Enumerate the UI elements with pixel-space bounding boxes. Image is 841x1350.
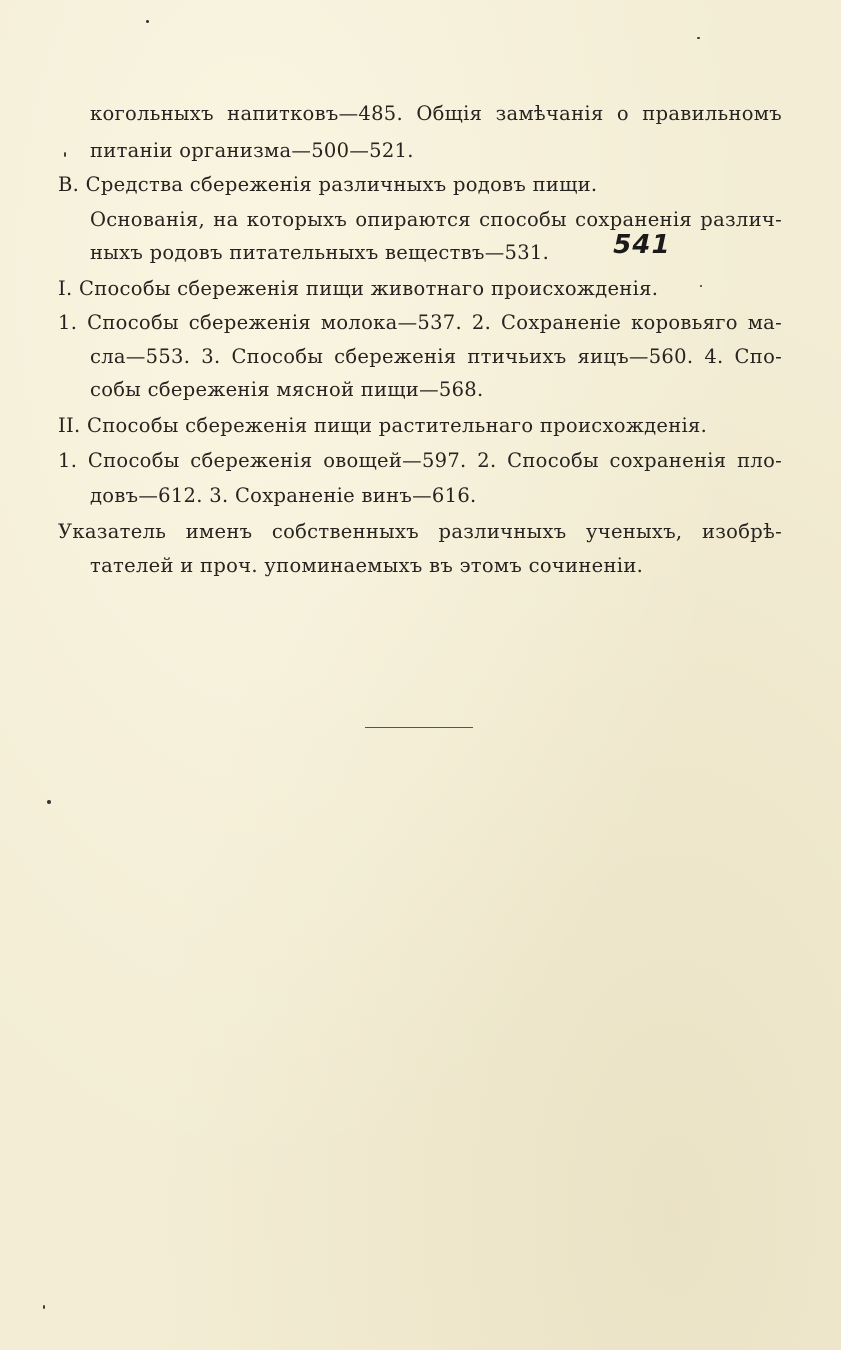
paper-speck [64, 152, 66, 157]
handwritten-page-number: 541 [609, 230, 674, 260]
text-line-14: тателей и проч. упоминаемыхъ въ этомъ сочиненіи. [90, 554, 644, 577]
paper-speck [700, 285, 702, 287]
text-line-7: 1. Способы сбереженія молока—537. 2. Сохраненіе коровьяго ма- [58, 311, 782, 334]
paper-speck [146, 20, 149, 23]
subsection-heading-i: I. Способы сбереженія пищи животнаго происхожденія. [58, 277, 659, 300]
text-line-11: 1. Способы сбереженія овощей—597. 2. Способы сохраненія пло- [58, 449, 782, 472]
subsection-heading-ii: II. Способы сбереженія пищи растительнаго происхожденія. [58, 414, 708, 437]
text-line-4: Основанія, на которыхъ опираются способы сохраненія различ- [90, 208, 782, 231]
paper-speck [697, 37, 700, 39]
paper-speck [43, 1305, 45, 1309]
text-line-8: сла—553. 3. Способы сбереженія птичьихъ яицъ—560. 4. Спо- [90, 345, 782, 368]
text-line-1: когольныхъ напитковъ—485. Общія замѣчанія о правильномъ [90, 102, 782, 125]
text-line-9: собы сбереженія мясной пищи—568. [90, 378, 484, 401]
text-line-5: ныхъ родовъ питательныхъ веществъ—531. [90, 241, 550, 264]
paper-speck [47, 800, 51, 804]
end-rule [365, 727, 473, 728]
section-heading-v: В. Средства сбереженія различныхъ родовъ пищи. [58, 173, 598, 196]
text-line-12: довъ—612. 3. Сохраненіе винъ—616. [90, 484, 477, 507]
text-line-2: питаніи организма—500—521. [90, 139, 414, 162]
index-heading: Указатель именъ собственныхъ различныхъ ученыхъ, изобрѣ- [58, 520, 782, 543]
